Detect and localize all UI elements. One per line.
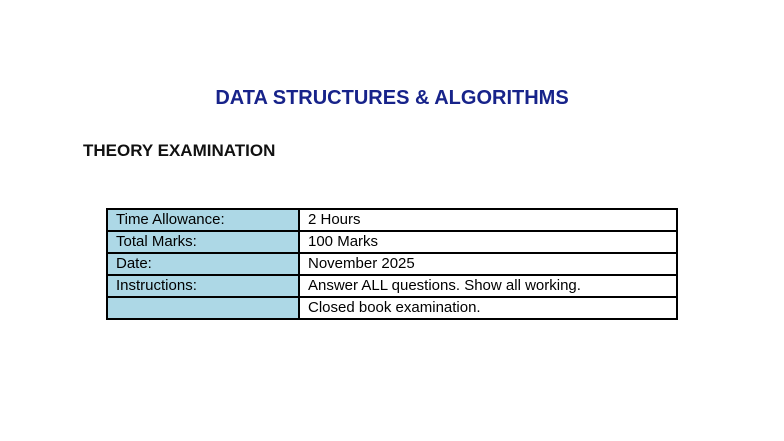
time-allowance-value: 2 Hours bbox=[299, 209, 677, 231]
date-value: November 2025 bbox=[299, 253, 677, 275]
exam-info-table bbox=[106, 208, 678, 320]
date-label: Date: bbox=[107, 253, 299, 275]
table-row bbox=[107, 275, 677, 297]
instructions-continued-value: Closed book examination. bbox=[299, 297, 677, 319]
instructions-continued-label bbox=[107, 297, 299, 319]
instructions-value: Answer ALL questions. Show all working. bbox=[299, 275, 677, 297]
table-row bbox=[107, 297, 677, 319]
instructions-label: Instructions: bbox=[107, 275, 299, 297]
time-allowance-label: Time Allowance: bbox=[107, 209, 299, 231]
total-marks-value: 100 Marks bbox=[299, 231, 677, 253]
exam-title: DATA STRUCTURES & ALGORITHMS bbox=[215, 87, 569, 109]
table-row bbox=[107, 209, 677, 231]
total-marks-label: Total Marks: bbox=[107, 231, 299, 253]
table-row bbox=[107, 231, 677, 253]
table-row bbox=[107, 253, 677, 275]
exam-subtitle: THEORY EXAMINATION bbox=[83, 141, 276, 160]
